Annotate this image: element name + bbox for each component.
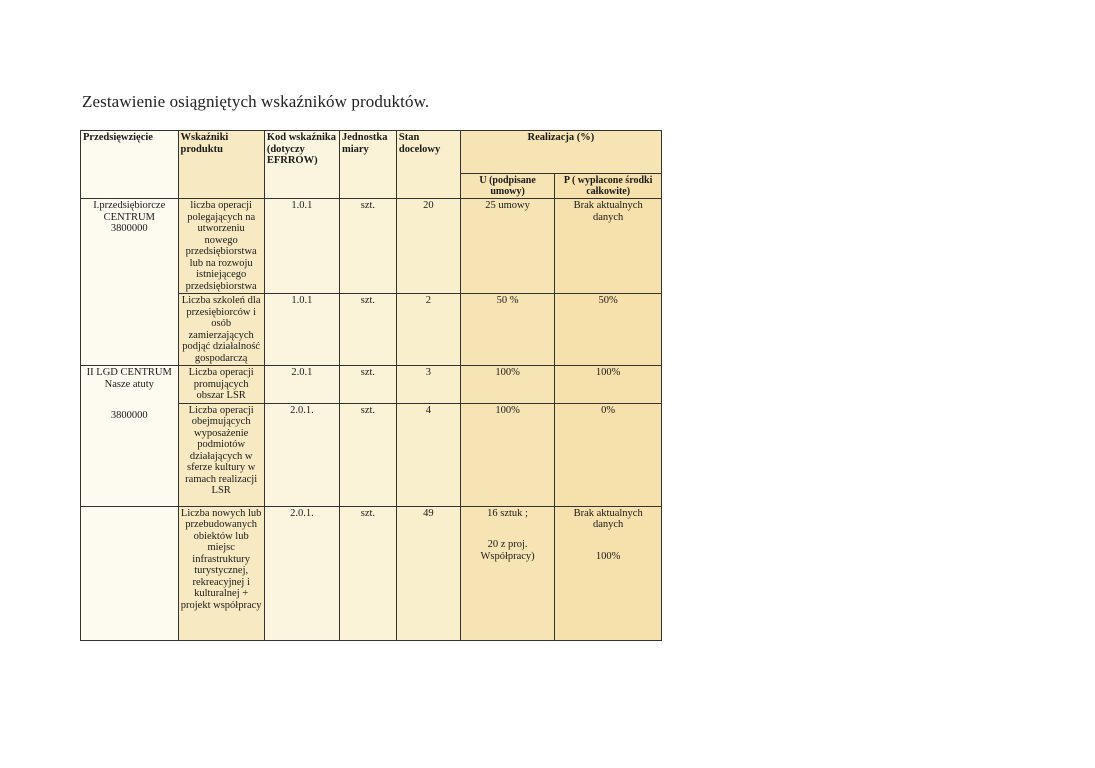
header-kod: Kod wskaźnika (dotyczy EFRROW) — [264, 131, 339, 199]
p-cell — [555, 506, 662, 640]
indicator-cell: Liczba szkoleń dla przesiębiorców i osób zamierzających podjąć działalność gospodarczą — [178, 294, 264, 366]
code-cell: 2.0.1. — [264, 403, 339, 506]
code-cell: 2.0.1. — [264, 506, 339, 640]
header-u: U (podpisane umowy) — [460, 174, 554, 199]
header-row — [81, 131, 662, 174]
target-cell: 2 — [396, 294, 460, 366]
p-cell: Brak aktualnych danych — [555, 199, 662, 294]
p-cell: 100% — [555, 366, 662, 404]
spacer — [83, 390, 176, 410]
u-cell: 25 umowy — [460, 199, 554, 294]
header-stan: Stan docelowy — [396, 131, 460, 199]
spacer — [557, 531, 659, 551]
header-jednostka: Jednostka miary — [339, 131, 396, 199]
target-cell: 3 — [396, 366, 460, 404]
group-cell-2 — [81, 366, 179, 507]
indicator-cell: liczba operacji polegających na utworzeniu nowego przedsiębiorstwa lub na rozwoju istniejącego przedsiębiorstwa — [178, 199, 264, 294]
target-cell: 4 — [396, 403, 460, 506]
u-cell — [460, 506, 554, 640]
target-cell: 49 — [396, 506, 460, 640]
group-amount: 3800000 — [110, 410, 148, 421]
u-cell: 50 % — [460, 294, 554, 366]
page-title: Zestawienie osiągniętych wskaźników produktów. — [82, 92, 430, 111]
p-value-2: 100% — [595, 550, 621, 562]
group-cell-empty — [81, 506, 179, 640]
u-value-2: 20 z proj. Współpracy) — [480, 539, 535, 562]
code-cell: 1.0.1 — [264, 199, 339, 294]
group-amount: 3800000 — [110, 223, 148, 234]
indicators-table — [80, 130, 662, 641]
indicator-cell: Liczba operacji promujących obszar LSR — [178, 366, 264, 404]
table-row — [81, 506, 662, 640]
u-cell: 100% — [460, 366, 554, 404]
indicator-cell: Liczba operacji obejmujących wyposażenie podmiotów działających w sferze kultury w ramach realizacji LSR — [178, 403, 264, 506]
p-cell: 50% — [555, 294, 662, 366]
code-cell: 2.0.1 — [264, 366, 339, 404]
p-value-1: Brak aktualnych danych — [573, 507, 643, 530]
u-value-1: 16 sztuk ; — [487, 507, 528, 519]
unit-cell: szt. — [339, 366, 396, 404]
table-row — [81, 199, 662, 294]
header-wskazniki: Wskaźniki produktu — [178, 131, 264, 199]
target-cell: 20 — [396, 199, 460, 294]
unit-cell: szt. — [339, 199, 396, 294]
unit-cell: szt. — [339, 506, 396, 640]
header-realizacja: Realizacja (%) — [460, 131, 661, 174]
spacer — [463, 519, 552, 539]
unit-cell: szt. — [339, 294, 396, 366]
header-przedsiewziecie: Przedsięwzięcie — [81, 131, 179, 199]
group-name: I.przedsiębiorcze CENTRUM — [93, 200, 166, 223]
table-row — [81, 366, 662, 404]
unit-cell: szt. — [339, 403, 396, 506]
group-cell-1 — [81, 199, 179, 366]
p-cell: 0% — [555, 403, 662, 506]
group-name: II LGD CENTRUM Nasze atuty — [86, 367, 172, 390]
u-cell: 100% — [460, 403, 554, 506]
code-cell: 1.0.1 — [264, 294, 339, 366]
indicator-cell: Liczba nowych lub przebudowanych obiektów lub miejsc infrastruktury turystycznej, rekreacyjnej i kulturalnej + projekt współpracy — [178, 506, 264, 640]
header-p: P ( wypłacone środki całkowite) — [555, 174, 662, 199]
